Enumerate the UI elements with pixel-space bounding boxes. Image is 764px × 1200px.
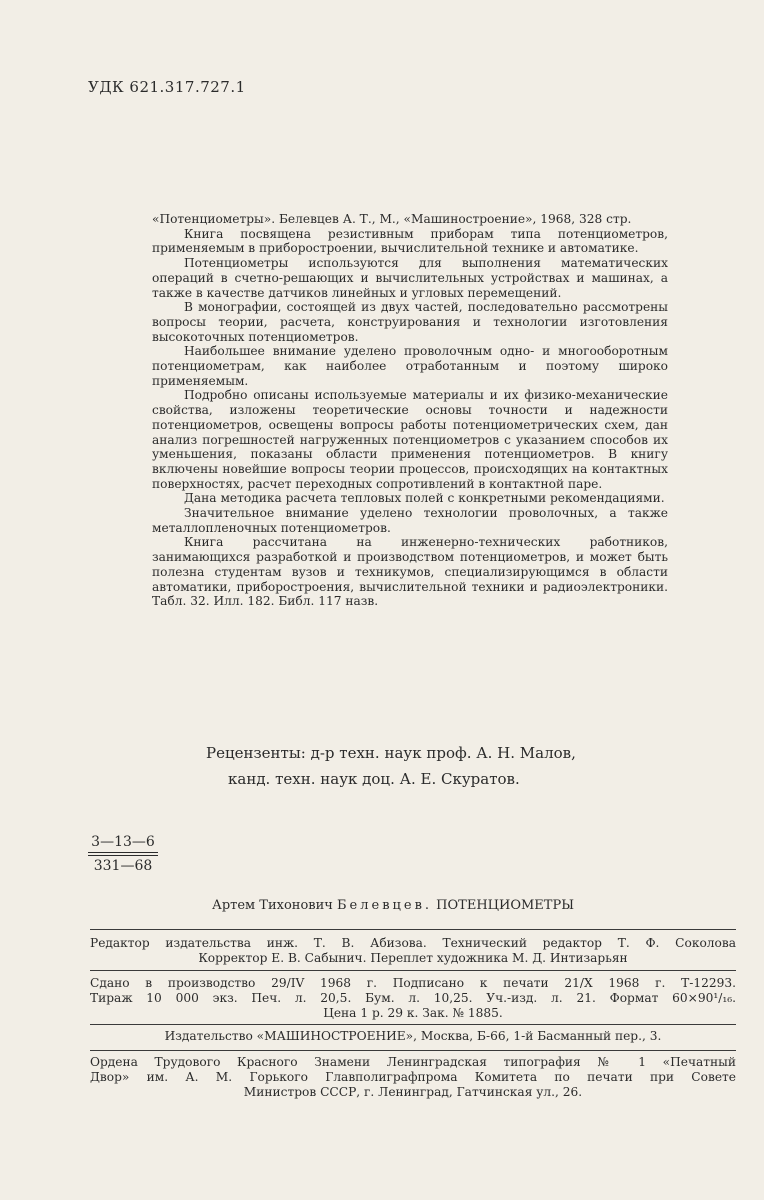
book-abstract (152, 212, 668, 609)
divider (90, 929, 736, 930)
editors-block (90, 936, 736, 966)
catalog-code (88, 834, 158, 874)
author-surname: Белевцев. (337, 898, 433, 913)
abstract-paragraph: Дана методика расчета тепловых полей с конкретными рекомендациями. (184, 491, 665, 506)
abstract-paragraph: Значительное внимание уделено технологии проволочных, а также металлопленочных потенциометров. (152, 506, 668, 535)
udc-code: УДК 621.317.727.1 (88, 78, 246, 96)
reviewer-line: канд. техн. наук доц. А. Е. Скуратов. (228, 770, 520, 788)
author-title-line (212, 898, 574, 913)
abstract-paragraph: «Потенциометры». Белевцев А. Т., М., «Машиностроение», 1968, 328 стр. (152, 212, 632, 226)
printer-line: Двор» им. А. М. Горького Главполиграфпрома Комитета по печати при Совете (90, 1070, 736, 1084)
catalog-code-bottom: 331—68 (88, 855, 158, 874)
editors-line: Корректор Е. В. Сабынич. Переплет художника М. Д. Интизарьян (198, 951, 628, 965)
print-info-line: Тираж 10 000 экз. Печ. л. 20,5. Бум. л. 10,25. Уч.-изд. л. 21. Формат 60×90¹/₁₆. (90, 991, 736, 1005)
printer-line: Министров СССР, г. Ленинград, Гатчинская ул., 26. (243, 1085, 583, 1099)
abstract-paragraph: В монографии, состоящей из двух частей, последовательно рассмотрены вопросы теории, расчета, конструирования и технологии изготовления высокоточных потенциометров. (152, 300, 668, 344)
print-info-line: Сдано в производство 29/IV 1968 г. Подписано к печати 21/X 1968 г. Т-12293. (90, 976, 736, 990)
divider (90, 1050, 736, 1051)
abstract-paragraph: Книга рассчитана на инженерно-технических работников, занимающихся разработкой и производством потенциометров, и может быть полезна студентам вузов и техникумов, специализирующимся в области автоматики, приборостроения, вычислительной техники и радиоэлектроники. Табл. 32. Илл. 182. Библ. 117 назв. (152, 535, 668, 609)
printer-line: Ордена Трудового Красного Знамени Ленинградская типография № 1 «Печатный (90, 1055, 736, 1069)
print-info-line: Цена 1 р. 29 к. Зак. № 1885. (323, 1006, 503, 1020)
printer-block (90, 1055, 736, 1100)
reviewer-line: Рецензенты: д-р техн. наук проф. А. Н. Малов, (206, 744, 576, 762)
abstract-paragraph: Книга посвящена резистивным приборам типа потенциометров, применяемым в приборостроении, вычислительной технике и автоматике. (152, 226, 668, 256)
catalog-code-top: 3—13—6 (88, 834, 158, 853)
abstract-paragraph: Подробно описаны используемые материалы и их физико-механические свойства, изложены теоретические основы точности и надежности потенциометров, освещены вопросы работы потенциометрических схем, дан анализ погрешностей нагруженных потенциометров с указанием способов их уменьшения, показаны области применения потенциометров. В книгу включены новейшие вопросы теории процессов, происходящих на контактных поверхностях, расчет переходных сопротивлений в контактной паре. (152, 388, 668, 491)
divider (90, 1024, 736, 1025)
reviewers (206, 740, 576, 792)
abstract-paragraph: Потенциометры используются для выполнения математических операций в счетно-решающих и вычислительных устройствах и машинах, а также в качестве датчиков линейных и угловых перемещений. (152, 256, 668, 300)
editors-line: Редактор издательства инж. Т. В. Абизова. Технический редактор Т. Ф. Соколова (90, 936, 736, 950)
print-info-block (90, 976, 736, 1021)
book-title: ПОТЕНЦИОМЕТРЫ (436, 898, 575, 913)
divider (90, 970, 736, 971)
abstract-paragraph: Наибольшее внимание уделено проволочным одно- и многооборотным потенциометрам, как наиболее отработанным и поэтому широко применяемым. (152, 344, 668, 388)
author-name: Артем Тихонович (212, 898, 333, 913)
publisher-line: Издательство «МАШИНОСТРОЕНИЕ», Москва, Б-66, 1-й Басманный пер., 3. (164, 1029, 662, 1043)
